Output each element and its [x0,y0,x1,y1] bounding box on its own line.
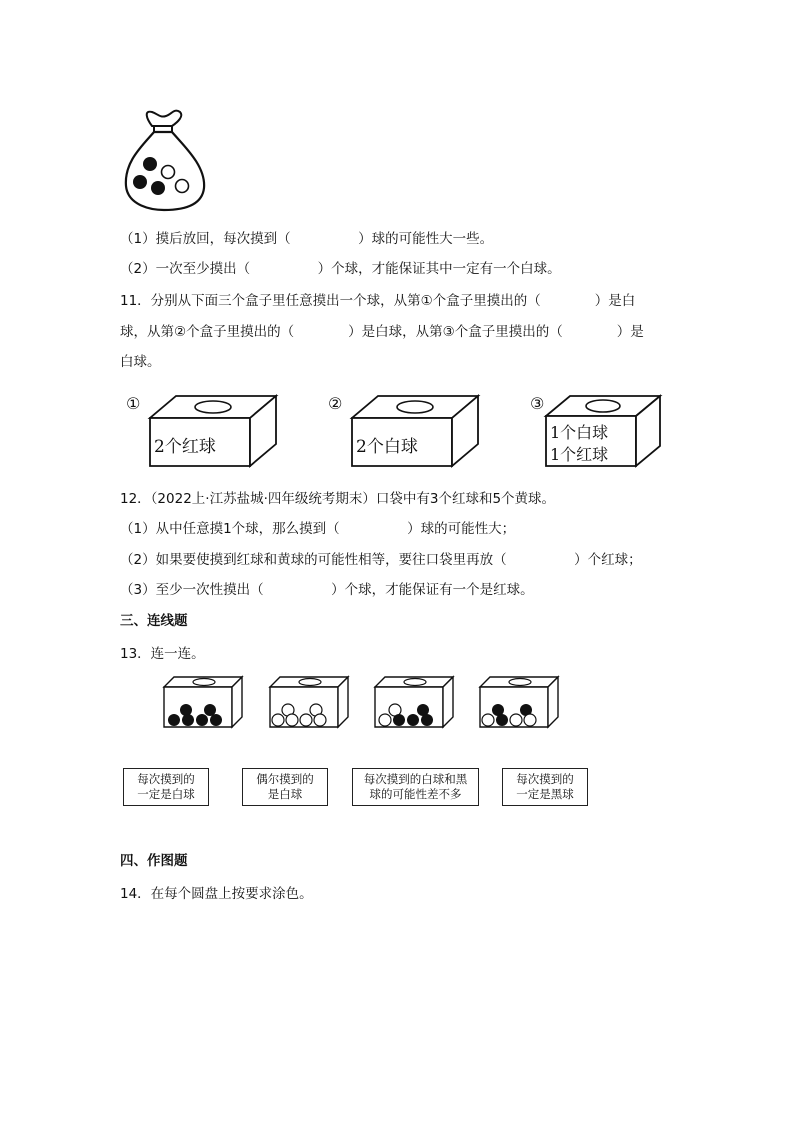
white-ball [162,166,175,179]
box-contents: 2个红球 [154,437,216,457]
q11-box-2 [322,392,482,472]
q12-part3: （3）至少一次性摸出（ ）个球，才能保证有一个是红球。 [120,582,534,598]
q11-line3: 白球。 [120,354,161,370]
box-contents-line2: 1个红球 [550,445,609,464]
white-ball [176,180,189,193]
label-line: 一定是白球 [137,787,195,801]
q13-box-1-all-black [160,675,245,730]
label-line: 一定是黑球 [516,787,574,801]
label-line: 是白球 [267,787,303,801]
label-line: 每次摸到的 [137,772,195,786]
q11-box-1 [120,392,280,472]
label-line: 球的可能性差不多 [369,787,462,801]
q12-part2: （2）如果要使摸到红球和黄球的可能性相等，要往口袋里再放（ ）个红球； [120,552,642,568]
q12-stem: 12．（2022上·江苏盐城·四年级统考期末）口袋中有3个红球和5个黄球。 [120,491,556,507]
section-4-title: 四、作图题 [120,853,188,869]
label-line: 偶尔摸到的 [256,772,314,786]
q14-title: 14．在每个圆盘上按要求涂色。 [120,886,313,902]
q13-box-3-mostly-black [371,675,456,730]
label-line: 每次摸到的 [516,772,574,786]
q13-label-occasionally-white[interactable] [242,768,328,806]
q10-part1: （1）摸后放回，每次摸到（ ）球的可能性大一些。 [120,231,494,247]
label-line: 每次摸到的白球和黑 [363,772,468,786]
black-ball [143,157,157,171]
box-contents-line1: 1个白球 [550,423,609,442]
q11-line1: 11．分别从下面三个盒子里任意摸出一个球，从第①个盒子里摸出的（ ）是白 [120,293,636,309]
box-number: ③ [530,394,545,413]
black-ball [151,181,165,195]
q13-label-about-equal[interactable] [352,768,479,806]
ball-bag-illustration [122,106,212,216]
q12-part1: （1）从中任意摸1个球，那么摸到（ ）球的可能性大； [120,521,516,537]
q13-label-always-white[interactable] [123,768,209,806]
q11-box-3 [524,392,684,472]
q13-title: 13．连一连。 [120,646,205,662]
black-ball [133,175,147,189]
q10-part2: （2）一次至少摸出（ ）个球，才能保证其中一定有一个白球。 [120,261,561,277]
section-3-title: 三、连线题 [120,613,188,629]
box-number: ② [328,394,343,413]
q13-label-always-black[interactable] [502,768,588,806]
q13-box-2-all-white [266,675,351,730]
box-number: ① [126,394,141,413]
box-contents: 2个白球 [356,437,418,457]
q11-line2: 球，从第②个盒子里摸出的（ ）是白球，从第③个盒子里摸出的（ ）是 [120,324,644,340]
q13-box-4-mixed [476,675,561,730]
